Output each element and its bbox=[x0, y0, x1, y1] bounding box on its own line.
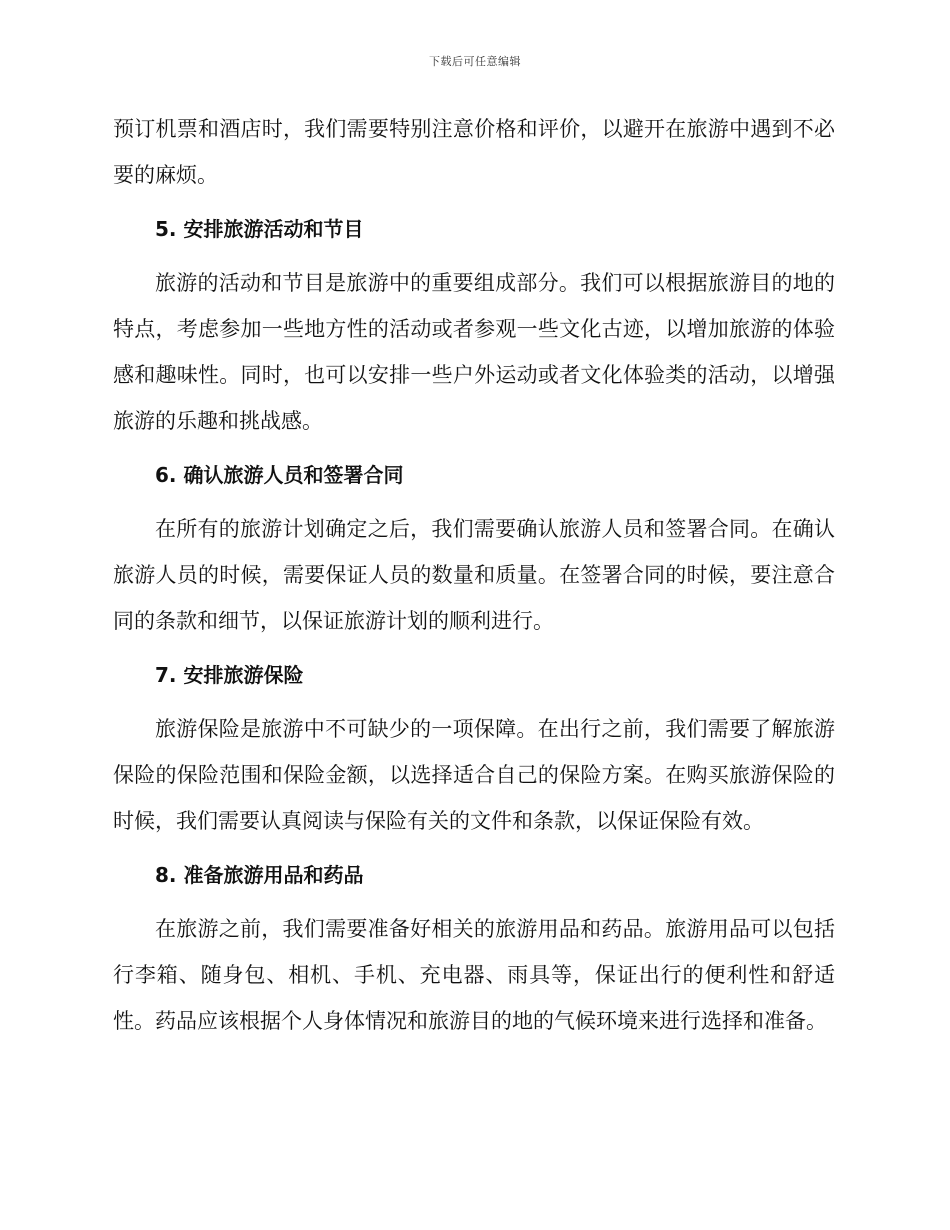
header-note: 下载后可任意编辑 bbox=[429, 55, 521, 68]
section-heading-8: 8. 准备旅游用品和药品 bbox=[155, 863, 364, 887]
section-heading-6: 6. 确认旅游人员和签署合同 bbox=[155, 463, 404, 487]
section-heading-5: 5. 安排旅游活动和节目 bbox=[155, 217, 364, 241]
paragraph-contract: 在所有的旅游计划确定之后，我们需要确认旅游人员和签署合同。在确认旅游人员的时候，需要保证人员的数量和质量。在签署合同的时候，要注意合同的条款和细节，以保证旅游计划的顺利进行。 bbox=[113, 517, 835, 633]
paragraph-activities: 旅游的活动和节目是旅游中的重要组成部分。我们可以根据旅游目的地的特点，考虑参加一些地方性的活动或者参观一些文化古迹，以增加旅游的体验感和趣味性。同时，也可以安排一些户外运动或者文化体验类的活动，以增强旅游的乐趣和挑战感。 bbox=[113, 271, 835, 433]
section-heading-7: 7. 安排旅游保险 bbox=[155, 663, 304, 687]
paragraph-booking: 预订机票和酒店时，我们需要特别注意价格和评价，以避开在旅游中遇到不必要的麻烦。 bbox=[113, 117, 835, 187]
document-body bbox=[113, 106, 835, 1052]
paragraph-insurance: 旅游保险是旅游中不可缺少的一项保障。在出行之前，我们需要了解旅游保险的保险范围和保险金额，以选择适合自己的保险方案。在购买旅游保险的时候，我们需要认真阅读与保险有关的文件和条款，以保证保险有效。 bbox=[113, 717, 835, 833]
paragraph-supplies: 在旅游之前，我们需要准备好相关的旅游用品和药品。旅游用品可以包括行李箱、随身包、相机、手机、充电器、雨具等，保证出行的便利性和舒适性。药品应该根据个人身体情况和旅游目的地的气候环境来进行选择和准备。 bbox=[113, 917, 835, 1033]
